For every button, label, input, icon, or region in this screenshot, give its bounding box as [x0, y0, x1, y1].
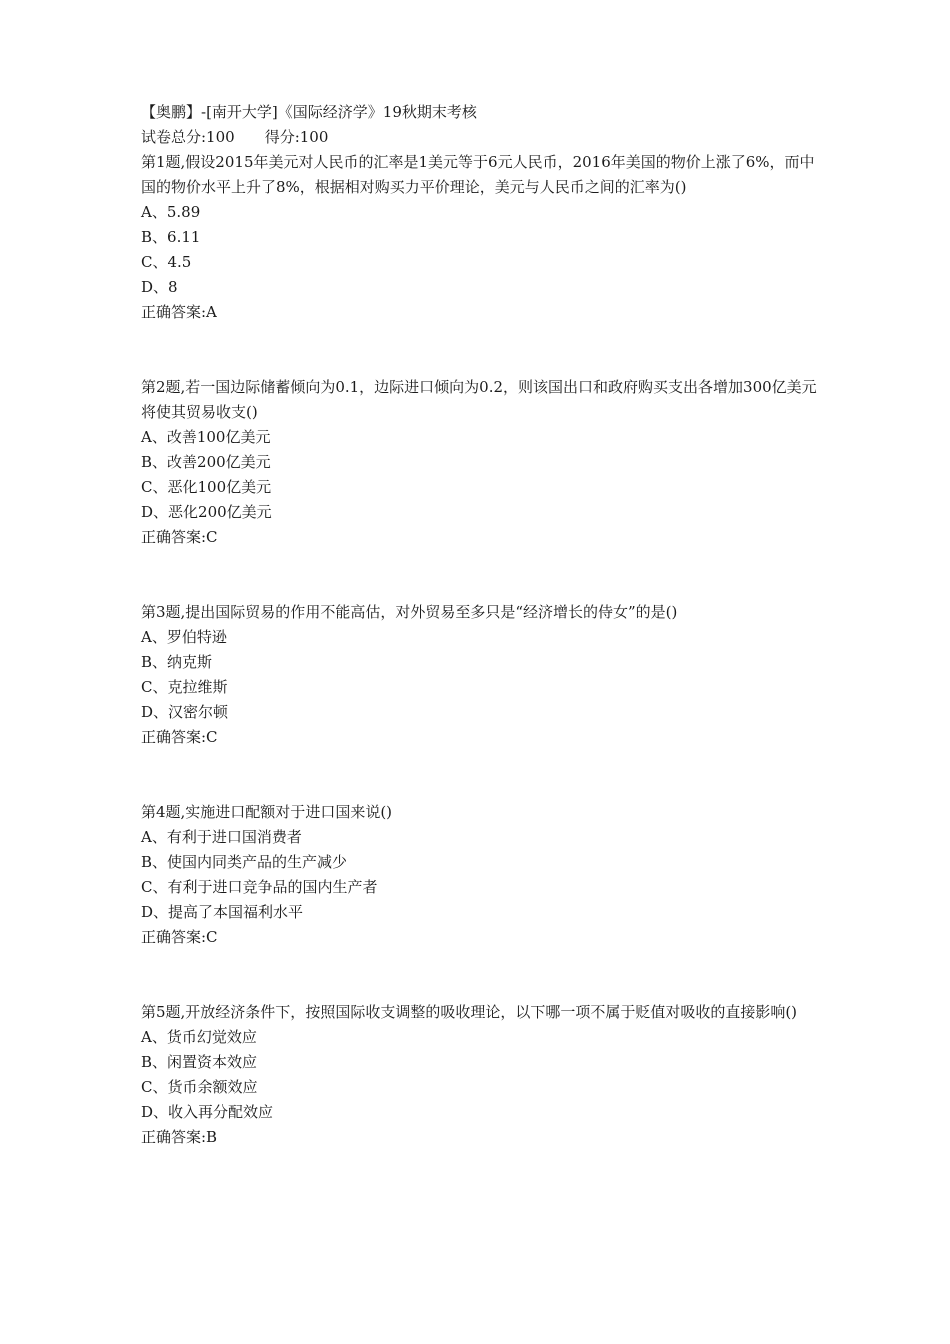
option-c: C、克拉维斯	[141, 678, 228, 696]
question-5	[141, 1000, 821, 1150]
question-stem: 第4题,实施进口配额对于进口国来说()	[141, 803, 393, 821]
option-a: A、罗伯特逊	[141, 628, 227, 646]
option-c: C、有利于进口竞争品的国内生产者	[141, 878, 378, 896]
option-d: D、8	[141, 278, 178, 296]
option-b: B、6.11	[141, 228, 201, 246]
option-c: C、恶化100亿美元	[141, 478, 272, 496]
correct-answer: 正确答案:A	[141, 303, 217, 321]
exam-document	[141, 100, 821, 1150]
correct-answer: 正确答案:C	[141, 928, 218, 946]
option-a: A、有利于进口国消费者	[141, 828, 302, 846]
correct-answer: 正确答案:C	[141, 528, 218, 546]
option-b: B、纳克斯	[141, 653, 213, 671]
option-d: D、汉密尔顿	[141, 703, 229, 721]
option-c: C、货币余额效应	[141, 1078, 258, 1096]
option-d: D、提高了本国福利水平	[141, 903, 304, 921]
question-3	[141, 600, 821, 750]
question-stem: 第2题,若一国边际储蓄倾向为0.1，边际进口倾向为0.2，则该国出口和政府购买支出各增加300亿美元将使其贸易收支()	[141, 378, 817, 421]
question-2	[141, 375, 821, 550]
option-d: D、恶化200亿美元	[141, 503, 272, 521]
correct-answer: 正确答案:B	[141, 1128, 218, 1146]
exam-title: 【奥鹏】-[南开大学]《国际经济学》19秋期末考核	[141, 103, 477, 121]
option-b: B、闲置资本效应	[141, 1053, 258, 1071]
option-b: B、使国内同类产品的生产减少	[141, 853, 348, 871]
question-stem: 第3题,提出国际贸易的作用不能高估，对外贸易至多只是“经济增长的侍女”的是()	[141, 603, 678, 621]
option-b: B、改善200亿美元	[141, 453, 271, 471]
option-c: C、4.5	[141, 253, 192, 271]
earned-score: 得分:100	[264, 128, 329, 146]
correct-answer: 正确答案:C	[141, 728, 218, 746]
option-a: A、改善100亿美元	[141, 428, 271, 446]
total-score: 试卷总分:100	[141, 128, 235, 146]
option-a: A、5.89	[141, 203, 201, 221]
option-d: D、收入再分配效应	[141, 1103, 274, 1121]
question-4	[141, 800, 821, 950]
question-stem: 第1题,假设2015年美元对人民币的汇率是1美元等于6元人民币，2016年美国的物价上涨了6%，而中国的物价水平上升了8%，根据相对购买力平价理论，美元与人民币之间的汇率为()	[141, 153, 815, 196]
score-row	[141, 125, 821, 150]
question-stem: 第5题,开放经济条件下，按照国际收支调整的吸收理论，以下哪一项不属于贬值对吸收的直接影响()	[141, 1003, 798, 1021]
option-a: A、货币幻觉效应	[141, 1028, 257, 1046]
question-1	[141, 150, 821, 325]
